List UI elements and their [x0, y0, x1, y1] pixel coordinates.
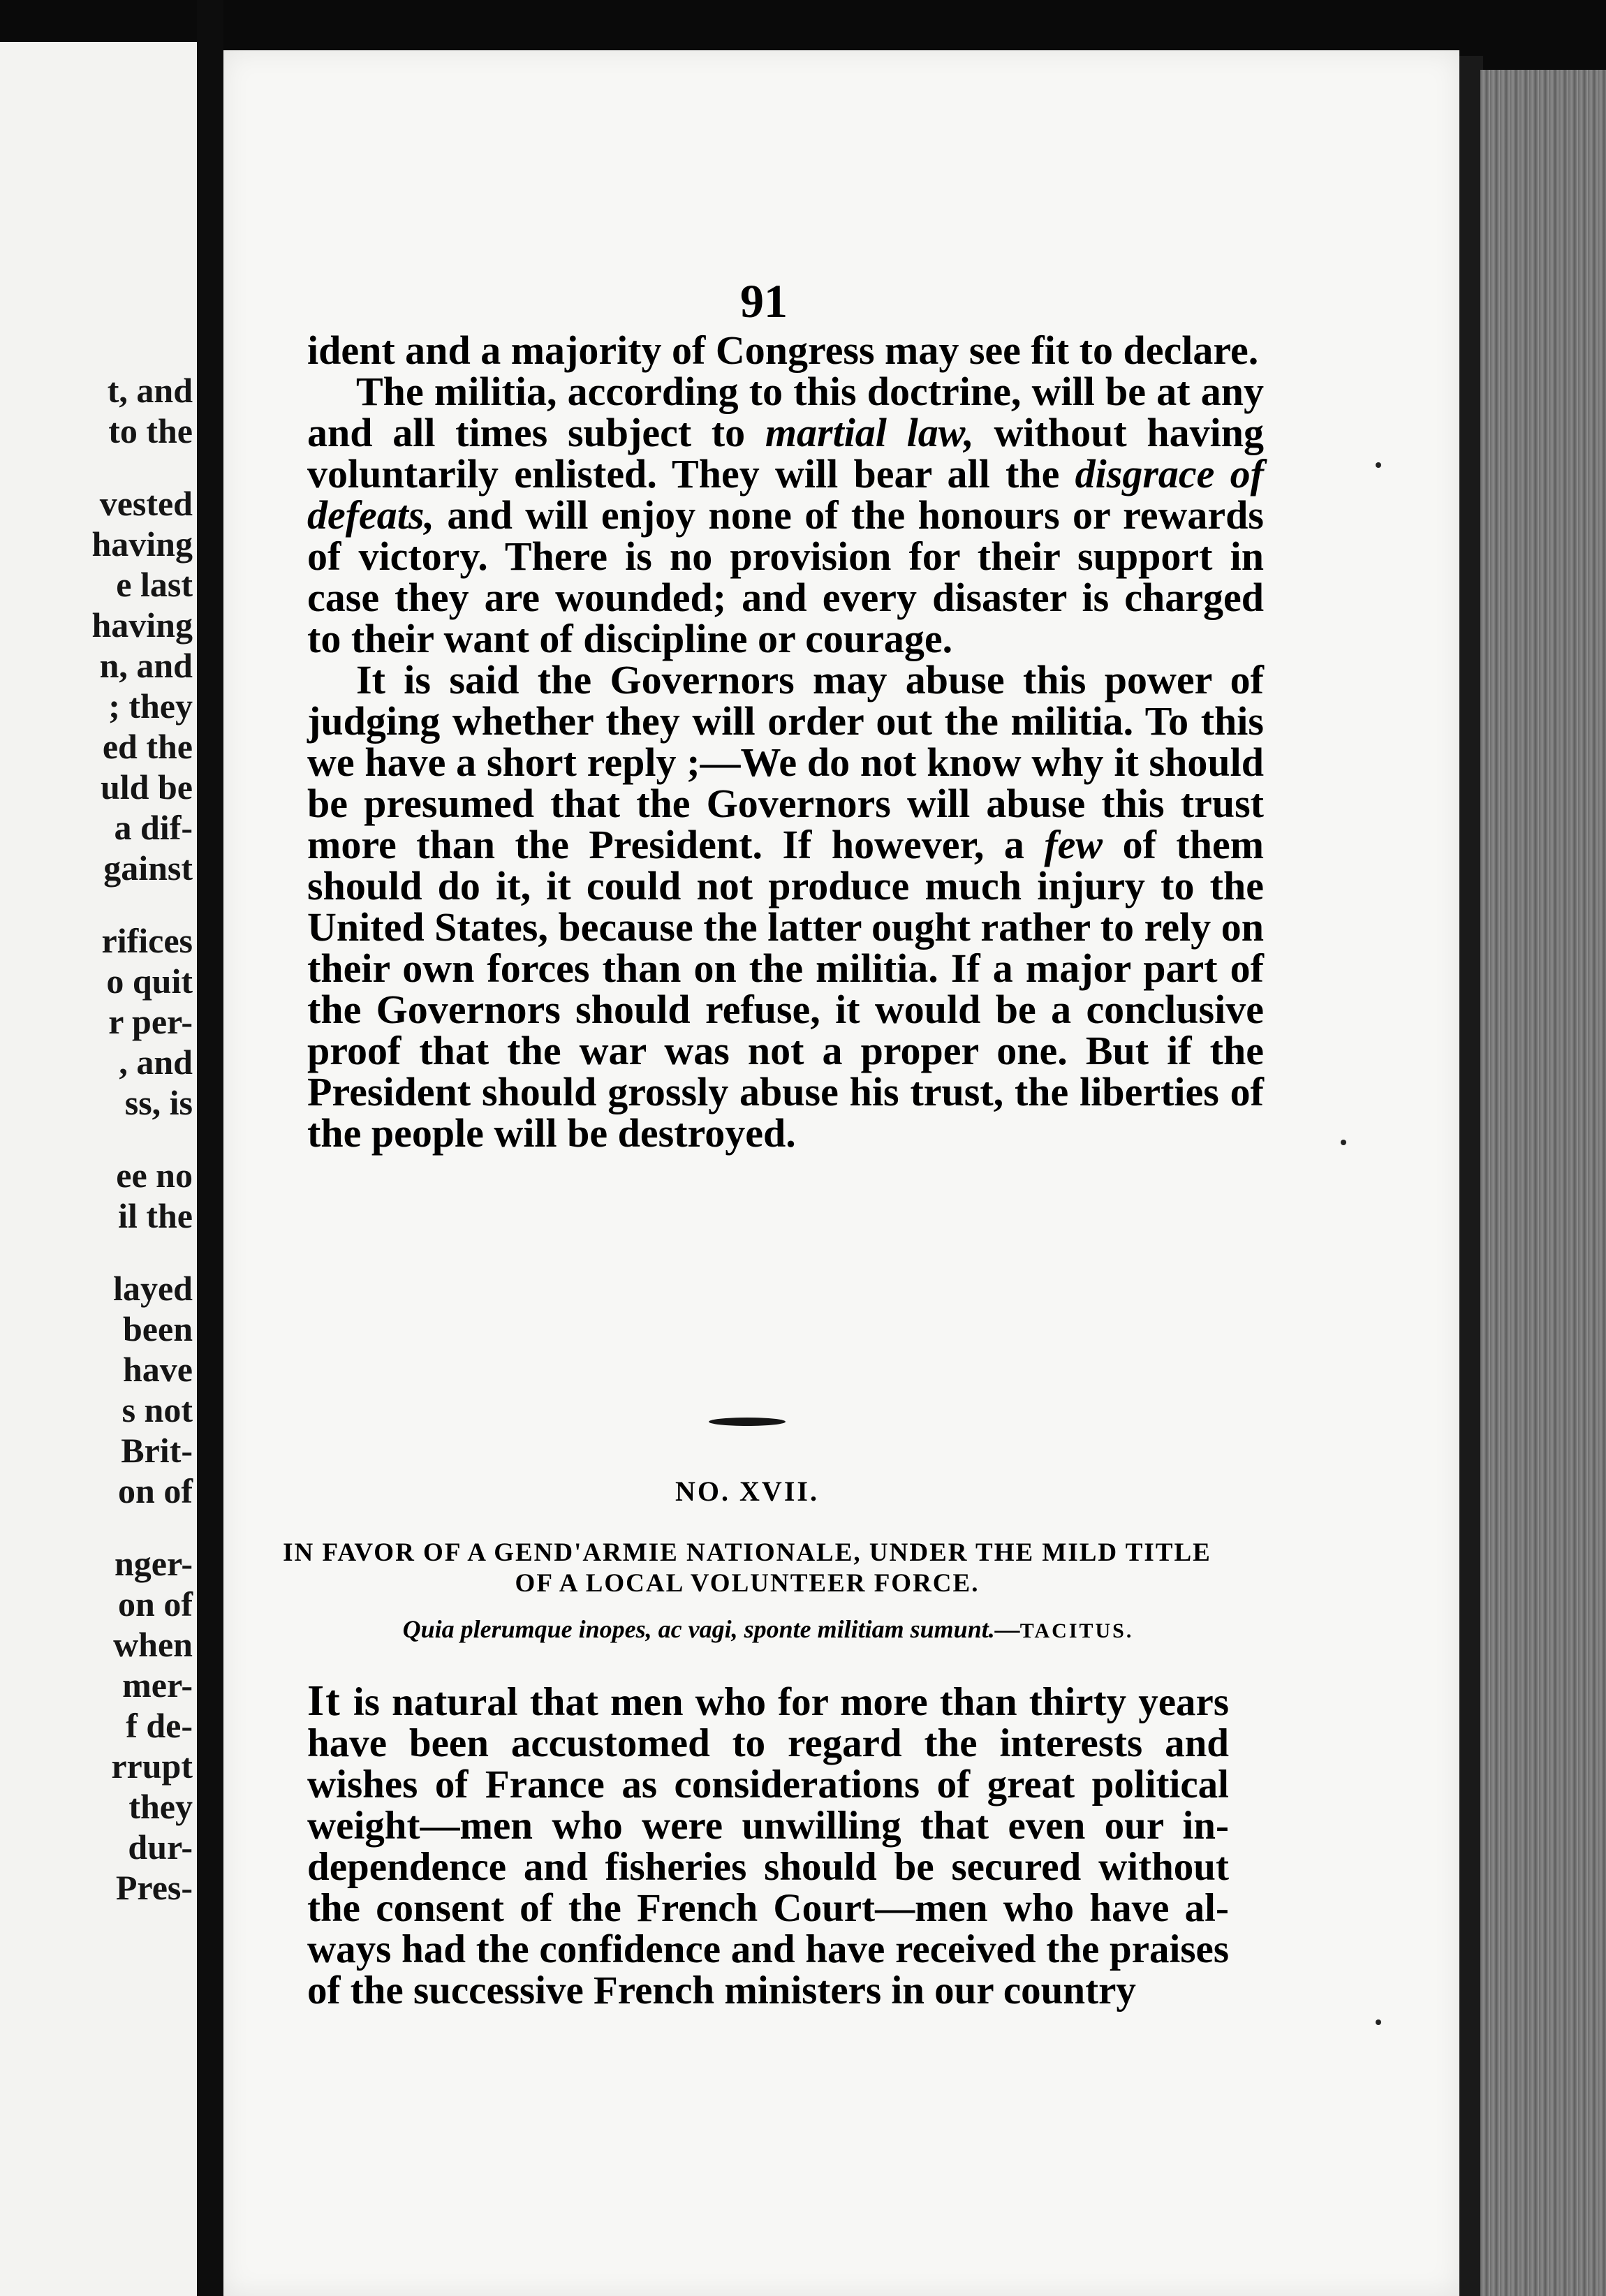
left-page-fragment: rrupt	[111, 1746, 193, 1786]
fragment-gap	[91, 888, 193, 920]
body-text-top	[307, 330, 1264, 1154]
left-page-fragment: have	[123, 1350, 193, 1389]
left-page-fragment: t, and	[107, 371, 193, 410]
section-divider-rule	[709, 1418, 786, 1426]
book-gutter	[197, 0, 223, 2296]
epigraph-author: TACITUS.	[1019, 1619, 1134, 1642]
left-page-fragment: to the	[108, 411, 193, 450]
left-page-fragment: dur-	[128, 1827, 193, 1867]
paragraph-2: The militia, according to this doctrine, will be at any and all times subject to martial law, without having voluntarily enlisted. They will bear all the disgrace of defeats, and will enjoy none of the honours or rewards of victory. There is no provision for their support in case they are wounded; and every disaster is charged to their want of discipline or courage.	[307, 369, 1265, 661]
left-page-text-fragments	[91, 370, 193, 1908]
left-page-fragment: o quit	[106, 962, 193, 1001]
left-page-fragment: Pres-	[115, 1868, 193, 1907]
left-page-fragment: rifices	[101, 921, 193, 960]
left-page-fragment: vested	[99, 484, 193, 523]
left-page-fragment: nger-	[115, 1544, 193, 1583]
left-page-fragment: they	[128, 1787, 193, 1826]
fragment-gap	[91, 1511, 193, 1543]
left-page-fragment: when	[113, 1625, 193, 1664]
left-facing-page	[0, 42, 197, 2296]
right-page	[223, 50, 1459, 2296]
section-title: IN FAVOR OF A GEND'ARMIE NATIONALE, UNDER THE MILD TITLE OF A LOCAL VOLUNTEER FORCE.	[283, 1538, 1211, 1598]
left-page-fragment: layed	[113, 1269, 193, 1308]
book-page-edges	[1480, 70, 1606, 2296]
left-page-fragment: gainst	[103, 848, 193, 888]
left-page-fragment: e last	[116, 565, 193, 604]
left-page-fragment: Brit-	[121, 1431, 193, 1470]
scan-speck	[1341, 1140, 1346, 1145]
left-page-fragment: on of	[118, 1584, 193, 1624]
page-edge-shadow	[1459, 56, 1483, 2296]
body-text-bottom	[307, 1677, 1229, 2012]
epigraph-quote: Quia plerumque inopes, ac vagi, sponte militiam sumunt.—	[402, 1615, 1020, 1643]
left-page-fragment: , and	[119, 1043, 193, 1082]
drop-cap: It	[307, 1677, 341, 1725]
fragment-gap	[91, 451, 193, 483]
left-page-fragment: ; they	[108, 686, 193, 726]
left-page-fragment: r per-	[108, 1002, 193, 1041]
epigraph	[314, 1614, 1222, 1644]
left-page-fragment: having	[91, 605, 193, 645]
left-page-fragment: ed the	[102, 727, 193, 766]
left-page-fragment: been	[123, 1309, 193, 1348]
left-page-fragment: a dif-	[114, 808, 193, 847]
section-number: NO. XVII.	[675, 1476, 819, 1507]
paragraph-3: It is said the Governors may abuse this power of judging whether they will order out the militia. To this we have a short reply ;—We do not know why it should be presumed that the Governors will abuse this trust more than the President. If however, a few of them should do it, it could not produce much injury to the United States, because the latter ought rather to rely on their own forces than on the militia. If a major part of the Governors should refuse, it would be a conclusive proof that the war was not a proper one. But if the President should grossly abuse his trust, the liberties of the people will be destroyed.	[307, 657, 1265, 1156]
fragment-gap	[91, 1236, 193, 1268]
left-page-fragment: on of	[118, 1471, 193, 1510]
fragment-gap	[91, 1123, 193, 1155]
left-page-fragment: n, and	[99, 646, 193, 685]
left-page-fragment: having	[91, 524, 193, 564]
paragraph-4: It is natural that men who for more than thirty years have been accustomed to regard the interests and wishes of France as considerations of great political weight—men who were unwilling that even our independence and fisheries should be secured without the consent of the French Court—men who have always had the confidence and have received the praises of the successive French ministers in our country	[307, 1677, 1229, 2012]
left-page-fragment: f de-	[126, 1706, 193, 1745]
left-page-fragment: ss, is	[124, 1083, 193, 1122]
left-page-fragment: il the	[118, 1196, 193, 1235]
page-number: 91	[740, 274, 788, 328]
left-page-fragment: mer-	[122, 1665, 193, 1705]
left-page-fragment: ee no	[116, 1156, 193, 1195]
scan-speck	[1376, 2019, 1381, 2025]
scan-speck	[1376, 462, 1381, 468]
left-page-fragment: uld be	[100, 767, 193, 807]
left-page-fragment: s not	[121, 1390, 193, 1429]
paragraph-1: ident and a majority of Congress may see fit to declare.	[307, 328, 1259, 373]
